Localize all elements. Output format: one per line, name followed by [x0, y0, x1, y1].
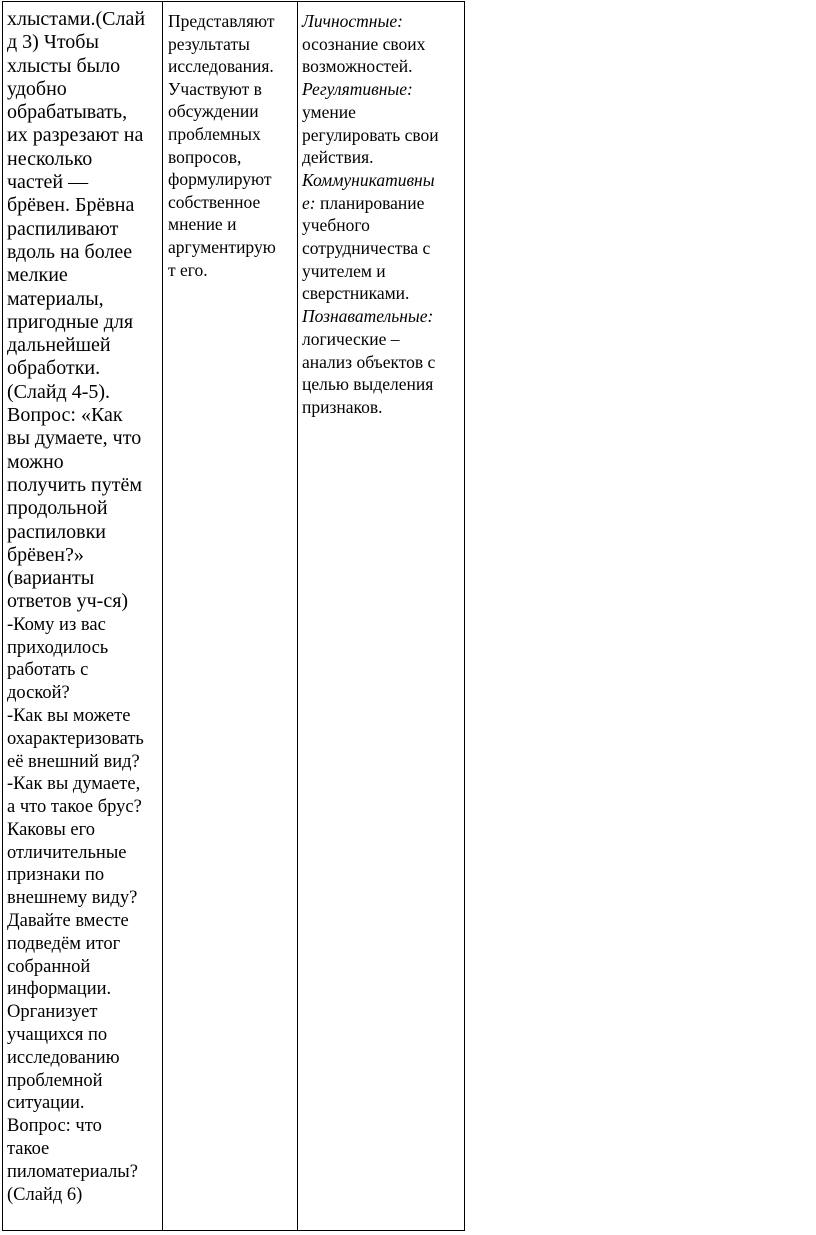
- text-line: их разрезают на: [7, 124, 144, 147]
- text-line: признаки по: [7, 865, 105, 886]
- text-line: доской?: [7, 683, 70, 704]
- text-line: анализ объектов с: [302, 351, 436, 372]
- text-line: осознание своих: [302, 33, 426, 54]
- communicative-label: Коммуникативны: [302, 169, 435, 190]
- teacher-activity-cell: [3, 2, 163, 1230]
- text-line: умение: [302, 101, 356, 122]
- text-line: -Кому из вас: [7, 614, 106, 635]
- text-line: Давайте вместе: [7, 911, 129, 932]
- text-line: регулировать свои: [302, 124, 439, 145]
- text-line: проблемной: [7, 1070, 103, 1091]
- learning-outcomes-text: [302, 10, 460, 419]
- text-line: можно: [7, 450, 64, 473]
- text-line: признаков.: [302, 396, 383, 417]
- text-line: [302, 192, 460, 215]
- text-line: (варианты: [7, 567, 95, 590]
- text-line: пригодные для: [7, 310, 134, 333]
- text-line: дальнейшей: [7, 334, 111, 357]
- text-line: Вопрос: «Как: [7, 404, 123, 427]
- text-line: обрабатывать,: [7, 101, 128, 124]
- text-line: результаты: [168, 33, 250, 54]
- text-line: целью выделения: [302, 374, 434, 395]
- text-line: её внешний вид?: [7, 751, 140, 772]
- text-line: учащихся по: [7, 1025, 108, 1046]
- text-line: приходилось: [7, 637, 109, 658]
- student-activity-text: [168, 10, 298, 281]
- text-line: Вопрос: что: [7, 1116, 102, 1137]
- text-line: распиловки: [7, 520, 107, 543]
- text-line: работать с: [7, 660, 89, 681]
- text-line: несколько: [7, 147, 93, 170]
- text-line: учебного: [302, 215, 370, 236]
- text-line: ответов уч-ся): [7, 590, 129, 613]
- text-line: собственное: [168, 191, 261, 212]
- text-line: -Как вы можете: [7, 705, 131, 726]
- text-line: распиливают: [7, 217, 119, 240]
- text-line: проблемных: [168, 123, 261, 144]
- text-line: мелкие: [7, 264, 68, 287]
- text-line: брёвен?»: [7, 543, 84, 566]
- text-line: -Как вы думаете,: [7, 774, 141, 795]
- text-line: сотрудничества с: [302, 238, 431, 259]
- teacher-activity-text: [7, 8, 159, 1206]
- cognitive-label: Познавательные:: [302, 306, 434, 327]
- personal-label: Личностные:: [302, 11, 403, 31]
- communicative-label-end: е:: [302, 192, 316, 213]
- text-line: вдоль на более: [7, 240, 133, 263]
- text-line: пиломатериалы?: [7, 1161, 138, 1182]
- text-line: вы думаете, что: [7, 427, 142, 450]
- text-line: материалы,: [7, 287, 104, 310]
- text-line: охарактеризовать: [7, 728, 144, 749]
- text-line: хлыстами.(Слай: [7, 8, 146, 30]
- text-line: логические –: [302, 328, 400, 349]
- text-line: (Слайд 6): [7, 1184, 83, 1205]
- regulatory-label: Регулятивные:: [302, 79, 413, 100]
- text-line: (Слайд 4-5).: [7, 380, 111, 403]
- text-line: а что такое брус?: [7, 797, 142, 818]
- text-line: учителем и: [302, 260, 386, 281]
- text-line: обработки.: [7, 357, 101, 380]
- text-line: хлысты было: [7, 54, 121, 77]
- text-line: брёвен. Брёвна: [7, 194, 135, 217]
- text-line: такое: [7, 1139, 50, 1160]
- text-line: продольной: [7, 497, 108, 520]
- text-line: аргументирую: [168, 236, 276, 257]
- text-line: отличительные: [7, 842, 127, 863]
- text-line: исследования.: [168, 56, 274, 77]
- text-fragment: планирование: [315, 192, 425, 213]
- text-line: частей —: [7, 171, 89, 194]
- text-line: Каковы его: [7, 819, 95, 840]
- text-line: возможностей.: [302, 56, 413, 77]
- text-line: подведём итог: [7, 933, 121, 954]
- text-line: Организует: [7, 1002, 98, 1023]
- text-line: Участвуют в: [168, 78, 262, 99]
- lesson-table: [2, 1, 465, 1231]
- text-line: ситуации.: [7, 1093, 85, 1114]
- text-line: формулируют: [168, 169, 272, 190]
- text-line: информации.: [7, 979, 112, 1000]
- text-line: исследованию: [7, 1047, 120, 1068]
- text-line: Представляют: [168, 11, 275, 31]
- text-line: внешнему виду?: [7, 888, 138, 909]
- text-line: получить путём: [7, 473, 143, 496]
- text-line: удобно: [7, 77, 67, 100]
- question-block: [7, 614, 159, 1207]
- text-line: действия.: [302, 147, 374, 168]
- text-line: т его.: [168, 259, 208, 280]
- learning-outcomes-cell: [298, 2, 464, 1230]
- text-line: д 3) Чтобы: [7, 31, 99, 54]
- text-line: сверстниками.: [302, 283, 410, 304]
- text-line: собранной: [7, 956, 91, 977]
- student-activity-cell: [163, 2, 298, 1230]
- text-line: обсуждении: [168, 101, 259, 122]
- text-line: вопросов,: [168, 146, 242, 167]
- text-line: мнение и: [168, 214, 237, 235]
